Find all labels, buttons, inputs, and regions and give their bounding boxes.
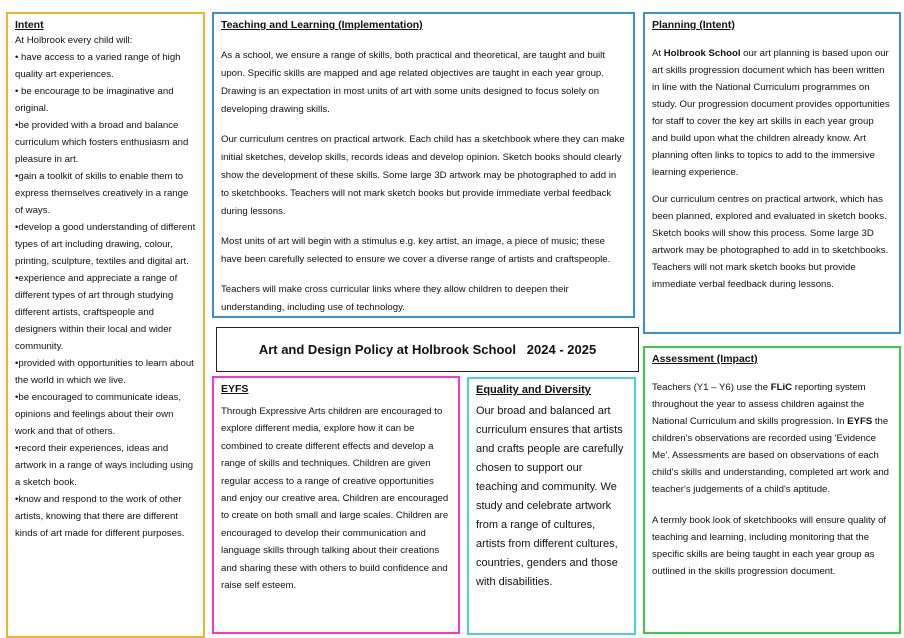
eyfs-heading: EYFS xyxy=(221,383,249,395)
assessment-text: reporting system throughout the year to assess children against the National Curriculum and skills progression. In xyxy=(652,382,866,427)
equality-heading: Equality and Diversity xyxy=(476,384,591,396)
assessment-text: Teachers (Y1 – Y6) use the xyxy=(652,382,771,393)
policy-title-box xyxy=(216,327,639,372)
intent-item: •be encouraged to communicate ideas, opinions and feelings about their own work and that of others. xyxy=(15,392,182,437)
planning-school-name: Holbrook School xyxy=(663,48,741,59)
intent-item: •provided with opportunities to learn about the world in which we live. xyxy=(15,358,194,386)
teaching-paragraph: Teachers will make cross curricular links where they allow children to deepen their understanding, including use of technology. xyxy=(221,284,569,313)
assessment-eyfs: EYFS xyxy=(847,416,873,427)
teaching-paragraph: Most units of art will begin with a stimulus e.g. key artist, an image, a piece of music; these have been carefully selected to ensure we cover a diverse range of artists and craftspeople. xyxy=(221,236,611,265)
intent-item: • be encourage to be imaginative and original. xyxy=(15,86,174,114)
planning-text: our art planning is based upon our art skills progression document which has been written in line with the National Curriculum programmes on study. Our progression document provides opportunities for staff to cover the key art skills in each year group and build upon what the children already know. Art planning often links to topics to add to the immersive learning experience. xyxy=(652,48,890,178)
intent-item: •be provided with a broad and balance curriculum which fosters enthusiasm and pleasure in art. xyxy=(15,120,189,165)
teaching-panel xyxy=(212,12,635,318)
intent-item: • have access to a varied range of high quality art experiences. xyxy=(15,52,181,80)
intent-list xyxy=(15,49,196,542)
planning-panel xyxy=(643,12,901,334)
teaching-heading: Teaching and Learning (Implementation) xyxy=(221,19,423,31)
intent-heading: Intent xyxy=(15,19,44,31)
planning-text: At xyxy=(652,48,664,59)
planning-heading: Planning (Intent) xyxy=(652,19,735,31)
intent-item: •experience and appreciate a range of different types of art through studying different artists, craftspeople and designers within their local and wider community. xyxy=(15,273,178,352)
teaching-paragraph: As a school, we ensure a range of skills, both practical and theoretical, are taught and built upon. Specific skills are mapped and age related objectives are taught in each year group. Drawing is an expectation in most units of art with some units designed to focus solely on developing drawing skills. xyxy=(221,50,605,115)
intent-item: •record their experiences, ideas and artwork in a range of ways including using a sketch book. xyxy=(15,443,194,488)
assessment-heading: Assessment (Impact) xyxy=(652,353,758,365)
eyfs-paragraph: Through Expressive Arts children are encouraged to explore different media, explore how it can be combined to create different effects and develop a range of skills and techniques. Children are given regular access to a range of creative opportunities and enjoy our creative area. Children are encouraged to create on both small and large scales. Children are encouraged to develop their communication and language skills through talking about their creations and sharing these with others to build confidence and raise self esteem. xyxy=(221,406,449,592)
intent-item: •develop a good understanding of different types of art including drawing, colour, printing, sculpture, textiles and digital art. xyxy=(15,222,196,267)
intent-intro: At Holbrook every child will: xyxy=(15,35,133,46)
eyfs-panel xyxy=(212,376,460,634)
intent-panel xyxy=(6,12,205,638)
equality-panel xyxy=(467,377,636,635)
assessment-text: the children's observations are recorded using 'Evidence Me'. Assessments are based on observations of each child's skills and understanding, completed art work and teacher's judgements of a child's aptitude. xyxy=(652,416,890,495)
equality-paragraph: Our broad and balanced art curriculum ensures that artists and crafts people are carefully chosen to support our teaching and community. We study and celebrate artwork from a range of cultures, artists from different cultures, countries, genders and those with disabilities. xyxy=(476,405,624,588)
assessment-panel xyxy=(643,346,901,634)
teaching-paragraph: Our curriculum centres on practical artwork. Each child has a sketchbook where they can make initial sketches, develop skills, records ideas and develop opinion. Sketch books should clearly show the development of these skills. Some large 3D artwork may be photographed to add in to sketchbooks. Teachers will not mark sketch books but provide immediate verbal feedback during lessons. xyxy=(221,134,625,217)
intent-item: •gain a toolkit of skills to enable them to express themselves creatively in a range of ways. xyxy=(15,171,189,216)
assessment-paragraph: A termly book look of sketchbooks will ensure quality of teaching and learning, including monitoring that the specific skills are being taught in each year group as outlined in the skills progression document. xyxy=(652,515,887,577)
assessment-flic: FLiC xyxy=(770,382,793,393)
policy-title: Art and Design Policy at Holbrook School 2024 - 2025 xyxy=(258,342,597,357)
planning-paragraph xyxy=(652,45,892,181)
intent-item: •know and respond to the work of other artists, knowing that there are different kinds of art made for different purposes. xyxy=(15,494,185,539)
assessment-paragraph xyxy=(652,379,892,498)
planning-paragraph: Our curriculum centres on practical artwork, which has been planned, explored and evaluated in sketch books. Sketch books will show this process. Some large 3D artwork may be photographed to add in to sketchbooks. Teachers will not mark sketch books but provide immediate verbal feedback during lessons. xyxy=(652,194,889,290)
